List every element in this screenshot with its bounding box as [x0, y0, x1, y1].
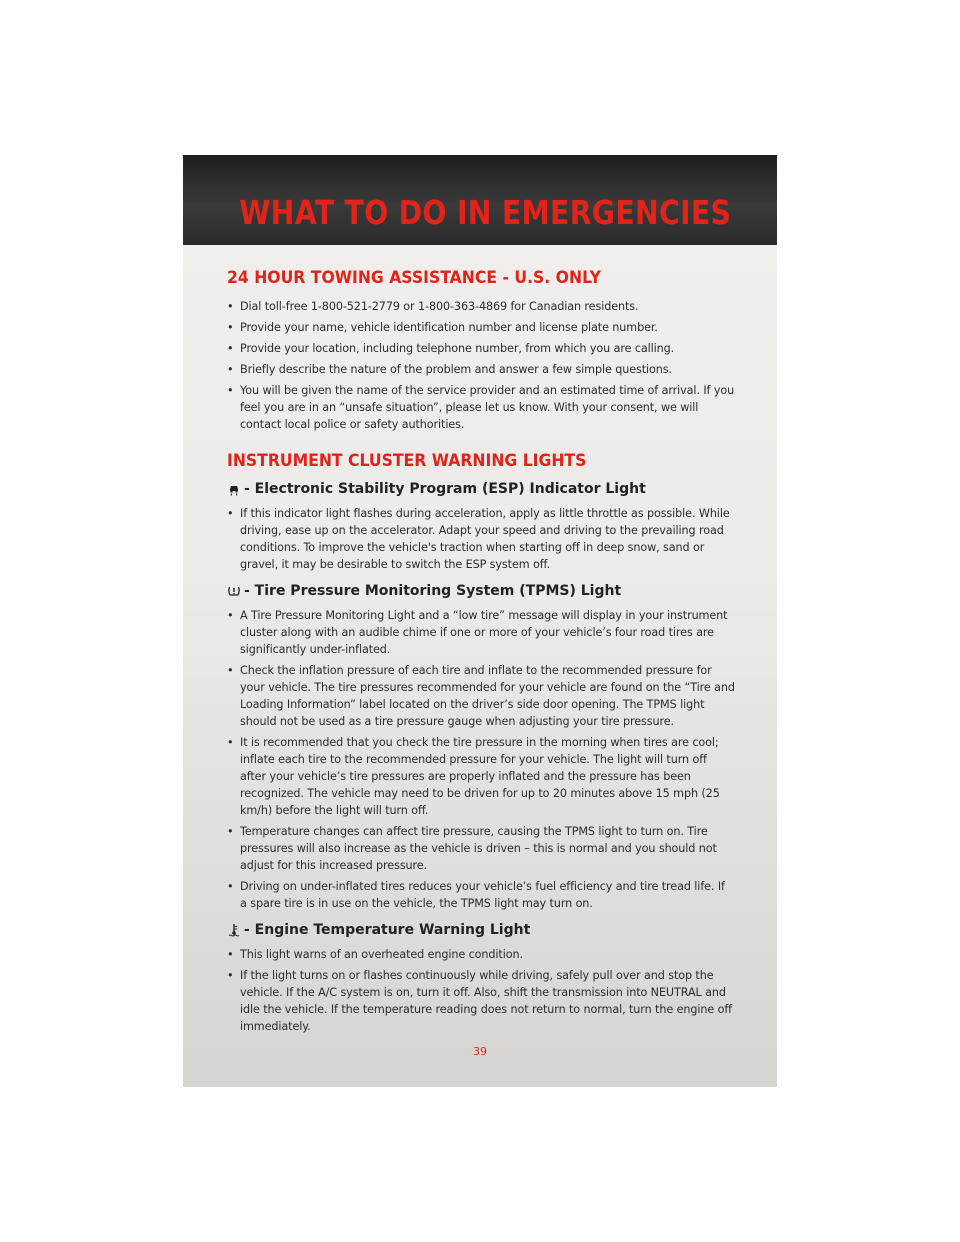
tire-pressure-icon — [227, 584, 241, 598]
list-item: • If this indicator light flashes during acceleration, apply as little throttle as possible. While driving, ease up on the accelerator. Adapt your speed and driving to the prevailing road conditions. To improve the vehicle's traction when starting off in deep snow, sand or gravel, it may be desirable to switch the ESP system off. — [227, 507, 730, 571]
towing-list — [227, 298, 735, 433]
tpms-list — [227, 607, 735, 912]
list-item: • Check the inflation pressure of each tire and inflate to the recommended pressure for your vehicle. The tire pressures recommended for your vehicle are found on the “Tire and Loading Information” label located on the driver’s side door opening. The TPMS light should not be used as a tire pressure gauge when adjusting your tire pressure. — [227, 664, 735, 728]
list-item: • Dial toll-free 1-800-521-2779 or 1-800-363-4869 for Canadian residents. — [227, 300, 639, 313]
manual-page — [183, 155, 777, 1087]
esp-subtitle: - Electronic Stability Program (ESP) Indicator Light — [227, 481, 735, 497]
tpms-subtitle: - Tire Pressure Monitoring System (TPMS) Light — [227, 583, 735, 599]
list-item: • Driving on under-inflated tires reduces your vehicle’s fuel efficiency and tire tread life. If a spare tire is in use on the vehicle, the TPMS light may turn on. — [227, 880, 725, 910]
list-item: • A Tire Pressure Monitoring Light and a “low tire” message will display in your instrument cluster along with an audible chime if one or more of your vehicle’s four road tires are significantly under-inflated. — [227, 609, 728, 656]
esp-list — [227, 505, 735, 573]
list-item: • Provide your location, including telephone number, from which you are calling. — [227, 342, 675, 355]
list-item: • Provide your name, vehicle identification number and license plate number. — [227, 321, 658, 334]
header-title: WHAT TO DO IN EMERGENCIES — [238, 193, 731, 232]
engine-temp-subtitle: - Engine Temperature Warning Light — [227, 922, 735, 938]
warning-lights-section-title: INSTRUMENT CLUSTER WARNING LIGHTS — [227, 451, 587, 471]
page-number: 39 — [473, 1045, 487, 1058]
list-item: • You will be given the name of the service provider and an estimated time of arrival. If you feel you are in an “unsafe situation”, please let us know. With your consent, we will contact local police or safety authorities. — [227, 384, 735, 431]
list-item: • If the light turns on or flashes continuously while driving, safely pull over and stop the vehicle. If the A/C system is on, turn it off. Also, shift the transmission into NEUTRAL and idle the vehicle. If the temperature reading does not return to normal, turn the engine off immediately. — [227, 969, 732, 1033]
list-item: • It is recommended that you check the tire pressure in the morning when tires are cool; inflate each tire to the recommended pressure for your vehicle. The light will turn off after your vehicle’s tire pressures are properly inflated and the pressure has been recognized. The vehicle may need to be driven for up to 20 minutes above 15 mph (25 km/h) before the light will turn off. — [227, 736, 720, 817]
section-header — [183, 155, 777, 245]
list-item: • Briefly describe the nature of the problem and answer a few simple questions. — [227, 363, 672, 376]
list-item: • Temperature changes can affect tire pressure, causing the TPMS light to turn on. Tire pressures will also increase as the vehicle is driven – this is normal and you should not adjust for this increased pressure. — [227, 825, 717, 872]
page-content — [227, 268, 735, 1039]
towing-section-title: 24 HOUR TOWING ASSISTANCE - U.S. ONLY — [227, 268, 601, 288]
esp-skid-icon — [227, 482, 241, 496]
engine-temp-list — [227, 946, 735, 1035]
engine-temperature-icon — [227, 923, 241, 937]
list-item: • This light warns of an overheated engine condition. — [227, 948, 523, 961]
